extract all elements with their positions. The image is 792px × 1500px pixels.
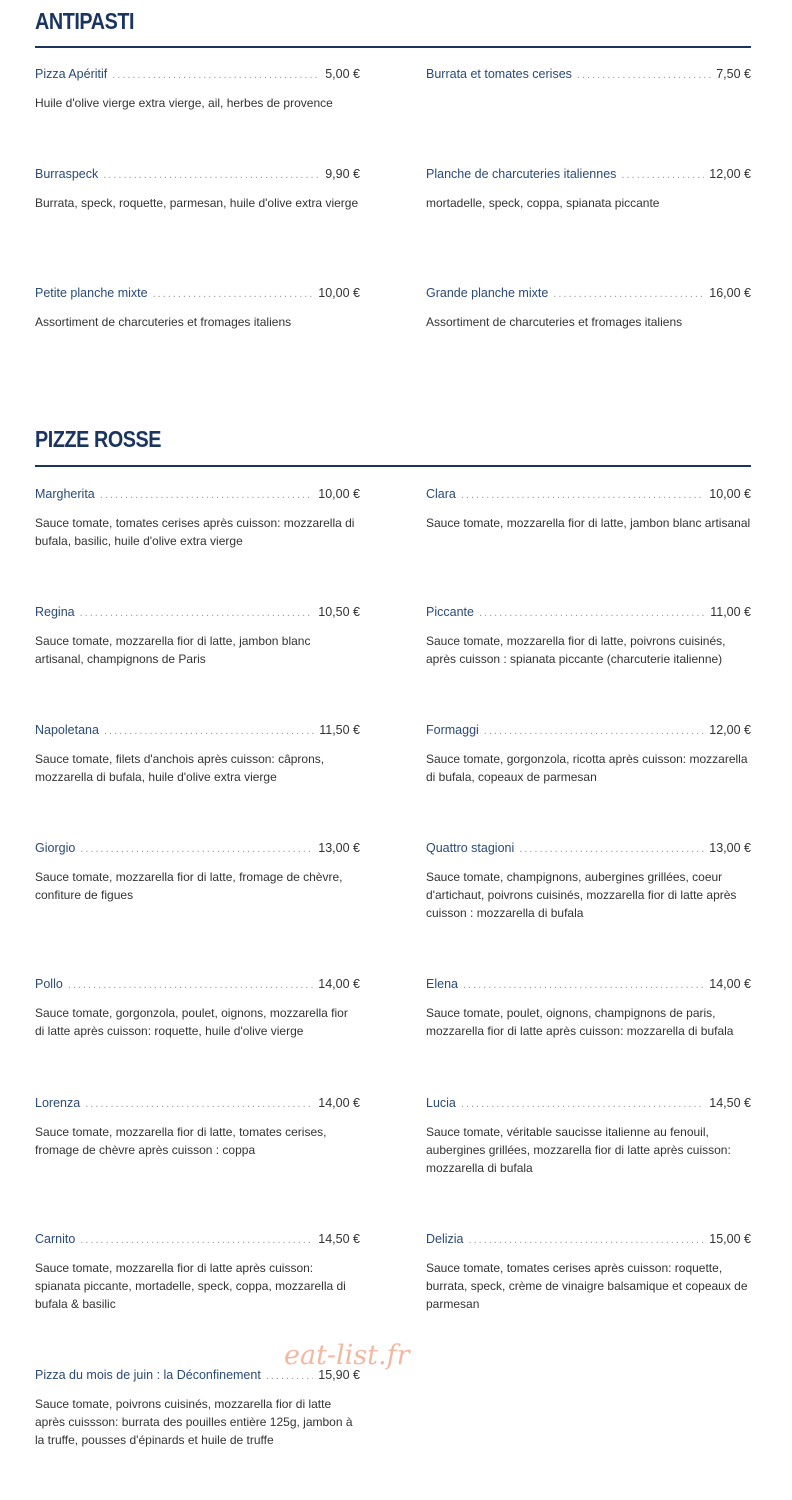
dot-leader [461,1096,704,1112]
item-price: 10,00 € [318,487,360,501]
item-name: Carnito [35,1232,76,1246]
item-description: Sauce tomate, filets d'anchois après cuisson: câprons, mozzarella di bufala, huile d'olive extra vierge [35,752,325,784]
menu-item [35,166,360,212]
dot-leader [463,977,704,993]
item-description: Sauce tomate, mozzarella fior di latte après cuisson: spianata piccante, mortadelle, speck, coppa, mozzarella di bufala & basilic [35,1261,346,1311]
item-description: Huile d'olive vierge extra vierge, ail, herbes de provence [35,96,333,110]
item-price: 15,90 € [318,1368,360,1382]
section-title-pizze-rosse: PIZZE ROSSE [35,426,162,452]
item-description: Sauce tomate, mozzarella fior di latte, jambon blanc artisanal, champignons de Paris [35,634,311,666]
dot-leader [80,841,313,857]
dot-leader [577,67,711,83]
item-price: 14,00 € [709,977,751,991]
dot-leader [621,167,704,183]
item-description: Assortiment de charcuteries et fromages italiens [426,315,683,329]
watermark: eat-list.fr [284,1340,410,1371]
item-name: Pizza Apéritif [35,67,108,81]
menu-item [35,840,360,904]
item-name: Quattro stagioni [426,841,515,855]
item-price: 5,00 € [325,67,360,81]
item-description: mortadelle, speck, coppa, spianata piccante [426,196,660,210]
section-title-antipasti: ANTIPASTI [35,8,135,34]
item-name: Margherita [35,487,95,501]
menu-item [426,66,751,83]
item-name: Burrata et tomates cerises [426,67,572,81]
menu-item [35,722,360,786]
item-description: Sauce tomate, tomates cerises après cuisson: mozzarella di bufala, basilic, huile d'olive extra vierge [35,516,355,548]
item-price: 13,00 € [709,841,751,855]
item-name: Formaggi [426,723,479,737]
dot-leader [479,605,705,621]
menu-item [426,486,751,532]
menu-item [35,1095,360,1159]
item-description: Sauce tomate, poulet, oignons, champignons de paris, mozzarella fior di latte après cuisson: mozzarella di bufala [426,1006,734,1038]
section-divider [35,465,751,467]
item-name: Delizia [426,1232,464,1246]
item-description: Burrata, speck, roquette, parmesan, huile d'olive extra vierge [35,196,359,210]
item-price: 14,00 € [318,977,360,991]
item-name: Grande planche mixte [426,286,549,300]
item-price: 12,00 € [709,167,751,181]
dot-leader [100,487,314,503]
dot-leader [104,723,314,739]
menu-item [426,840,751,922]
item-description: Sauce tomate, mozzarella fior di latte, tomates cerises, fromage de chèvre après cuisson : coppa [35,1125,327,1157]
menu-item [35,976,360,1040]
item-description: Sauce tomate, mozzarella fior di latte, poivrons cuisinés, après cuisson : spianata piccante (charcuterie italienne) [426,634,726,666]
menu-item [35,66,360,112]
item-name: Clara [426,487,456,501]
menu-item [426,722,751,786]
dot-leader [85,1096,313,1112]
dot-leader [519,841,704,857]
item-name: Lorenza [35,1096,81,1110]
item-price: 14,00 € [318,1096,360,1110]
item-price: 16,00 € [709,286,751,300]
item-price: 13,00 € [318,841,360,855]
item-price: 7,50 € [716,67,751,81]
menu-item [35,604,360,668]
item-name: Napoletana [35,723,99,737]
dot-leader [553,286,704,302]
item-description: Sauce tomate, gorgonzola, ricotta après cuisson: mozzarella di bufala, copeaux de parmesan [426,752,748,784]
menu-item [426,166,751,212]
dot-leader [461,487,704,503]
dot-leader [68,977,313,993]
menu-item [426,1095,751,1177]
item-description: Sauce tomate, mozzarella fior di latte, fromage de chèvre, confiture de figues [35,870,343,902]
dot-leader [112,67,320,83]
item-description: Sauce tomate, gorgonzola, poulet, oignons, mozzarella fior di latte après cuisson: roquette, huile d'olive vierge [35,1006,348,1038]
item-price: 11,50 € [319,723,360,737]
dot-leader [484,723,704,739]
menu-item [35,1231,360,1313]
item-name: Giorgio [35,841,76,855]
item-name: Pollo [35,977,63,991]
item-price: 10,50 € [318,605,360,619]
item-name: Petite planche mixte [35,286,148,300]
item-name: Piccante [426,605,474,619]
dot-leader [469,1232,705,1248]
item-description: Assortiment de charcuteries et fromages italiens [35,315,292,329]
menu-item [426,285,751,331]
section-divider [35,46,751,48]
item-description: Sauce tomate, mozzarella fior di latte, jambon blanc artisanal [426,516,751,530]
item-description: Sauce tomate, véritable saucisse italienne au fenouil, aubergines grillées, mozzarella fior di latte après cuisson: mozzarella di bufala [426,1125,731,1175]
menu-item [35,1367,360,1449]
item-name: Burraspeck [35,167,99,181]
item-price: 10,00 € [318,286,360,300]
item-name: Pizza du mois de juin : la Déconfinement [35,1368,261,1382]
menu-item [426,1231,751,1313]
item-name: Regina [35,605,75,619]
item-description: Sauce tomate, champignons, aubergines grillées, coeur d'artichaut, poivrons cuisinés, mozzarella fior di latte après cuisson : mozzarella di bufala [426,870,737,920]
menu-item [35,486,360,550]
dot-leader [80,605,314,621]
item-price: 12,00 € [709,723,751,737]
item-description: Sauce tomate, tomates cerises après cuisson: roquette, burrata, speck, crème de vinaigre balsamique et copeaux de parmesan [426,1261,748,1311]
item-price: 11,00 € [710,605,751,619]
dot-leader [80,1232,313,1248]
item-price: 14,50 € [709,1096,751,1110]
dot-leader [153,286,314,302]
item-name: Elena [426,977,458,991]
item-price: 9,90 € [325,167,360,181]
item-price: 15,00 € [709,1232,751,1246]
dot-leader [103,167,320,183]
menu-item [426,604,751,668]
item-name: Lucia [426,1096,456,1110]
item-description: Sauce tomate, poivrons cuisinés, mozzarella fior di latte après cuissson: burrata des pouilles entière 125g, jambon à la truffe, pousses d'épinards et huile de truffe [35,1397,353,1447]
menu-item [426,976,751,1040]
menu-item [35,285,360,331]
item-price: 10,00 € [709,487,751,501]
item-price: 14,50 € [318,1232,360,1246]
item-name: Planche de charcuteries italiennes [426,167,617,181]
